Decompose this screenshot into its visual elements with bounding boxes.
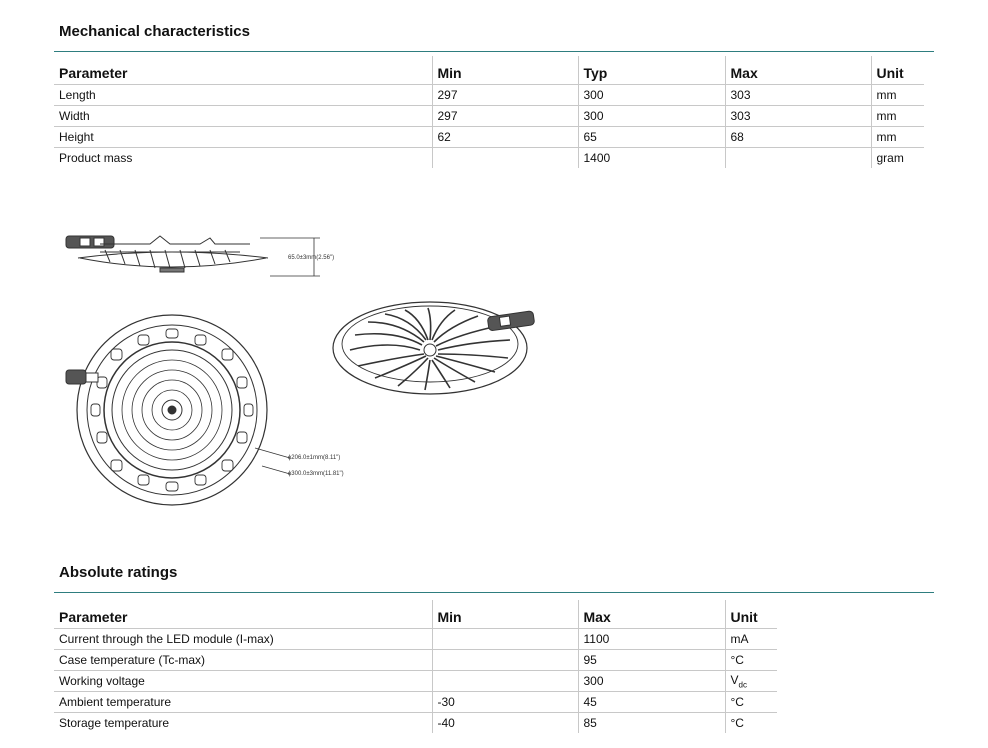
header-min: Min: [432, 600, 578, 629]
cell-max: 300: [578, 671, 725, 692]
cell-unit: mm: [871, 127, 924, 148]
cell-max: 95: [578, 650, 725, 671]
cell-max: 303: [725, 106, 871, 127]
cell-unit: [725, 671, 777, 692]
cell-unit: °C: [725, 692, 777, 713]
cell-max: 68: [725, 127, 871, 148]
cell-parameter: Product mass: [59, 151, 133, 165]
cell-unit: °C: [725, 713, 777, 734]
cell-max: 45: [578, 692, 725, 713]
cell-parameter: Width: [54, 106, 432, 127]
cell-parameter: Storage temperature: [59, 716, 170, 730]
header-unit: Unit: [871, 56, 924, 85]
cell-min: 297: [432, 106, 578, 127]
side-view-drawing: [66, 236, 320, 276]
cell-typ: 300: [578, 85, 725, 106]
cell-min: 297: [432, 85, 578, 106]
cell-min: 62: [432, 127, 578, 148]
header-parameter: Parameter: [54, 56, 432, 85]
top-view-drawing: [66, 315, 290, 505]
absolute-ratings-title: Absolute ratings: [59, 564, 178, 581]
cell-max: 1100: [578, 629, 725, 650]
table-header-row: [54, 600, 777, 629]
header-max: Max: [725, 56, 871, 85]
header-min: Min: [432, 56, 578, 85]
cell-min: [432, 650, 578, 671]
mechanical-title: Mechanical characteristics: [59, 23, 250, 40]
table-row: [54, 650, 777, 671]
header-max: Max: [578, 600, 725, 629]
table-row: [54, 692, 777, 713]
cell-typ: 1400: [578, 148, 725, 169]
cell-min: [432, 629, 578, 650]
cell-parameter: Current through the LED module (I-max): [54, 629, 432, 650]
cell-parameter: Ambient temperature: [54, 692, 432, 713]
cell-parameter: Length: [54, 85, 432, 106]
cell-unit: mm: [871, 106, 924, 127]
cell-min: -40: [432, 713, 578, 734]
unit-volt-subscript: dc: [738, 680, 747, 690]
cell-min: -30: [432, 692, 578, 713]
table-row: [54, 713, 777, 734]
outer-diameter-label: ɸ300.0±3mm(11.81"): [288, 471, 344, 477]
cell-parameter: Working voltage: [54, 671, 432, 692]
unit-volt: V: [730, 672, 739, 687]
absolute-title-rule: [54, 592, 934, 593]
cell-max: 303: [725, 85, 871, 106]
header-typ: Typ: [578, 56, 725, 85]
table-row: [54, 629, 777, 650]
cell-typ: 65: [578, 127, 725, 148]
header-unit: Unit: [725, 600, 777, 629]
isometric-view-drawing: [333, 302, 535, 394]
cell-parameter: Case temperature (Tc-max): [54, 650, 432, 671]
header-parameter: Parameter: [54, 600, 432, 629]
cell-unit: mA: [725, 629, 777, 650]
cell-min: [432, 671, 578, 692]
cell-typ: 300: [578, 106, 725, 127]
cell-unit: mm: [871, 85, 924, 106]
height-dimension-label: 65.0±3mm(2.56"): [288, 255, 335, 261]
cell-unit: gram: [871, 148, 924, 169]
cell-max: 85: [578, 713, 725, 734]
absolute-ratings-table: [54, 600, 777, 733]
inner-diameter-label: ɸ206.0±1mm(8.11"): [288, 455, 341, 461]
cell-unit: °C: [725, 650, 777, 671]
cell-parameter: Height: [54, 127, 432, 148]
table-row: [54, 671, 777, 692]
